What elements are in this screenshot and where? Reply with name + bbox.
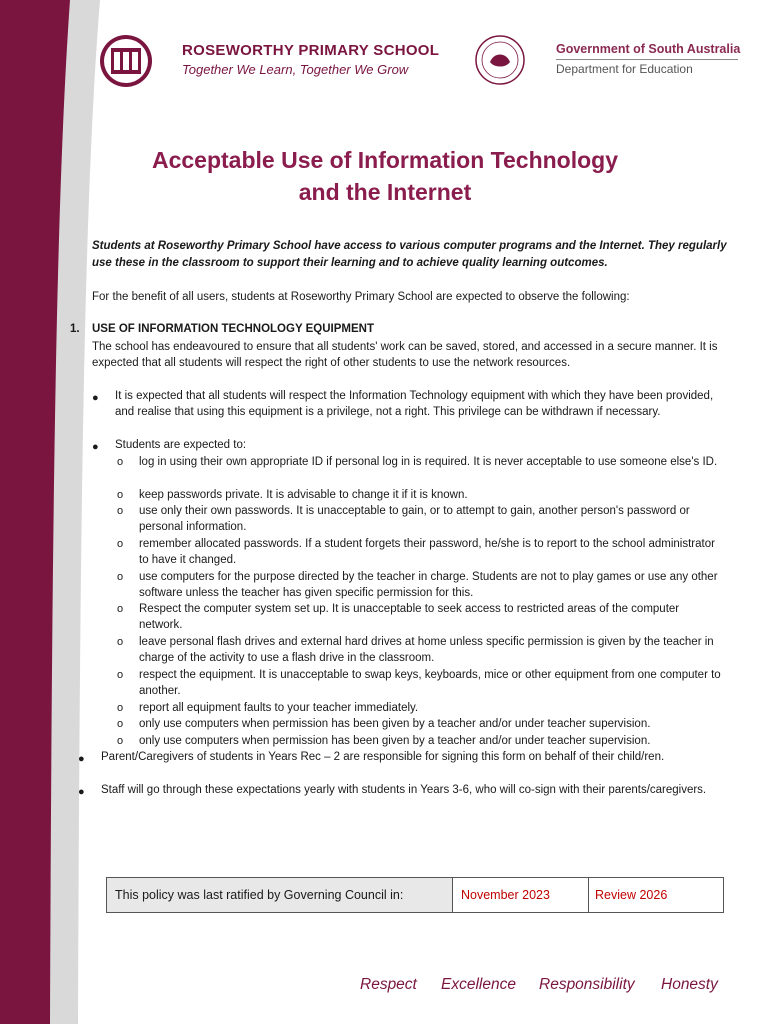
sub-list-item: only use computers when permission has been given by a teacher and/or under teacher supervision. <box>139 735 651 747</box>
decorative-side-band <box>0 0 100 1024</box>
school-logo <box>97 34 155 88</box>
sub-bullet-marker: o <box>117 636 124 648</box>
sub-bullet-marker: o <box>117 505 124 517</box>
sub-bullet-marker: o <box>117 735 124 747</box>
policy-label: This policy was last ratified by Governing Council in: <box>107 878 453 912</box>
sub-list-item: respect the equipment. It is unacceptable to swap keys, keyboards, mice or other equipment from one computer to another. <box>139 669 721 698</box>
department-name: Department for Education <box>556 62 693 76</box>
school-tagline: Together We Learn, Together We Grow <box>182 62 409 77</box>
sub-list-item: Respect the computer system set up. It is unacceptable to seek access to restricted areas of the computer network. <box>139 603 680 632</box>
bullet-marker: ● <box>92 441 99 453</box>
sub-list-item: remember allocated passwords. If a student forgets their password, he/she is to report to the school administrator to have it changed. <box>139 538 715 567</box>
government-name: Government of South Australia <box>556 42 741 56</box>
bullet-marker: ● <box>92 392 99 404</box>
policy-ratification-table <box>106 877 724 913</box>
sub-list-item: report all equipment faults to your teacher immediately. <box>139 702 419 714</box>
sub-list-item: use only their own passwords. It is unacceptable to gain, or to attempt to gain, another person's password or personal information. <box>139 505 690 534</box>
sub-bullet-marker: o <box>117 669 124 681</box>
sub-bullet-marker: o <box>117 456 124 468</box>
policy-review: Review 2026 <box>595 888 668 902</box>
list-item: Students are expected to: <box>115 439 247 451</box>
header-divider <box>556 59 738 60</box>
section-text: The school has endeavoured to ensure that all students' work can be saved, stored, and accessed in a secure manner. It is expected that all students will respect the right of other students to use the network resources. <box>92 341 718 370</box>
title-line-2: and the Internet <box>298 179 472 205</box>
sub-bullet-marker: o <box>117 538 124 550</box>
list-item: Parent/Caregivers of students in Years Rec – 2 are responsible for signing this form on behalf of their child/ren. <box>101 751 665 763</box>
sub-list-item: keep passwords private. It is advisable to change it if it is known. <box>139 489 468 501</box>
page-title <box>100 144 670 208</box>
list-item: Staff will go through these expectations yearly with students in Years 3-6, who will co-sign with their parents/caregivers. <box>101 784 707 796</box>
value-honesty: Honesty <box>661 976 718 993</box>
section-number: 1. <box>70 323 80 335</box>
sub-bullet-marker: o <box>117 489 124 501</box>
intro-paragraph: Students at Roseworthy Primary School have access to various computer programs and the Internet. They regularly use these in the classroom to support their learning and to achieve quality learning outcomes. <box>92 240 727 269</box>
sub-list-item: log in using their own appropriate ID if personal log in is required. It is never acceptable to use someone else's ID. <box>139 456 718 468</box>
south-australia-seal <box>472 34 528 86</box>
title-line-1: Acceptable Use of Information Technology <box>151 147 619 173</box>
sub-list-item: use computers for the purpose directed by the teacher in charge. Students are not to play games or use any other software unless the teacher has given specific permission for this. <box>139 571 718 600</box>
list-item: It is expected that all students will respect the Information Technology equipment with which they have been provided, and realise that using this equipment is a privilege, not a right. This privilege can be withdrawn if necessary. <box>115 390 714 419</box>
sub-bullet-marker: o <box>117 702 124 714</box>
sub-list-item: leave personal flash drives and external hard drives at home unless specific permission is given by the teacher in charge of the activity to use a flash drive in the classroom. <box>139 636 714 665</box>
value-respect: Respect <box>360 976 417 993</box>
bullet-marker: ● <box>78 786 85 798</box>
policy-date: November 2023 <box>453 878 589 912</box>
sub-bullet-marker: o <box>117 718 124 730</box>
sub-bullet-marker: o <box>117 571 124 583</box>
section-heading: USE OF INFORMATION TECHNOLOGY EQUIPMENT <box>92 323 374 335</box>
school-name: ROSEWORTHY PRIMARY SCHOOL <box>182 42 440 59</box>
bullet-marker: ● <box>78 753 85 765</box>
sub-list-item: only use computers when permission has been given by a teacher and/or under teacher supervision. <box>139 718 651 730</box>
sub-bullet-marker: o <box>117 603 124 615</box>
value-responsibility: Responsibility <box>539 976 635 993</box>
expectations-paragraph: For the benefit of all users, students at Roseworthy Primary School are expected to observe the following: <box>92 291 630 303</box>
value-excellence: Excellence <box>441 976 516 993</box>
